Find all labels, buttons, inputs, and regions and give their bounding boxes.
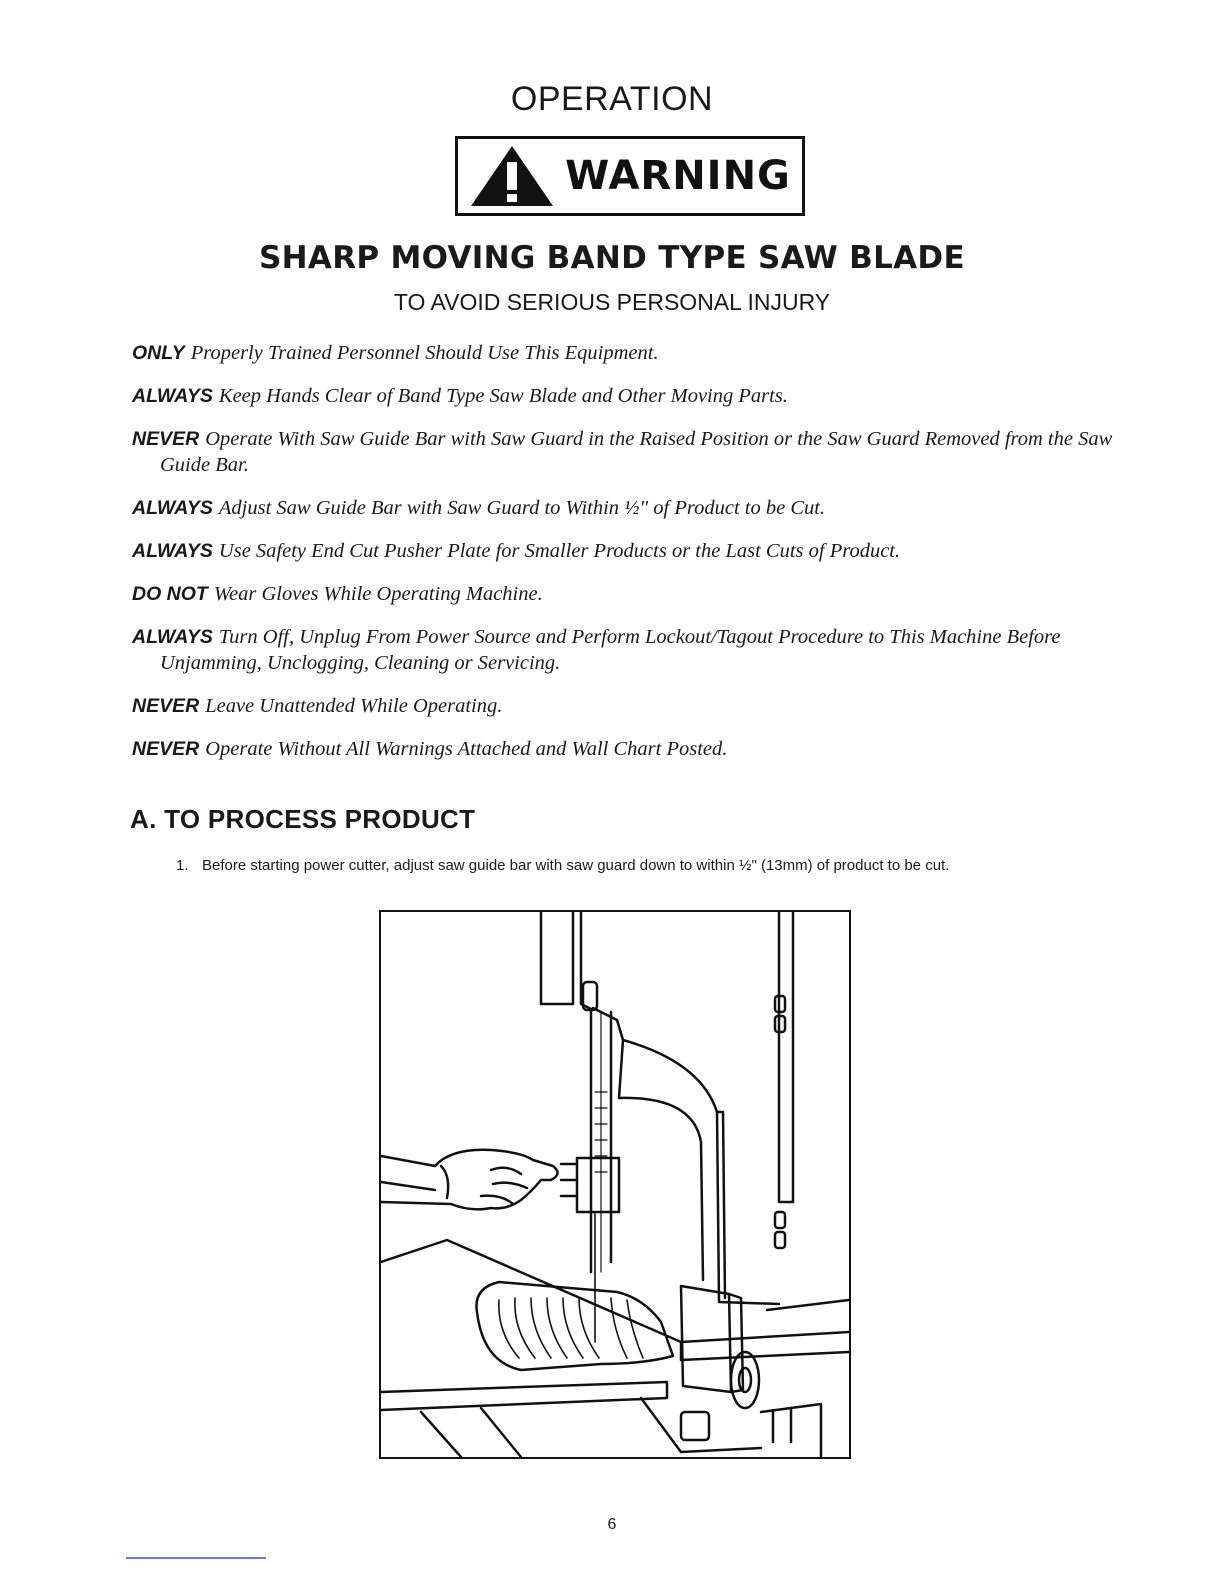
rule-keyword: NEVER [132, 695, 200, 717]
rule-keyword: NEVER [132, 738, 200, 760]
safety-rule [132, 624, 1122, 676]
warning-banner [455, 136, 805, 216]
rule-text: Use Safety End Cut Pusher Plate for Smaller Products or the Last Cuts of Product. [218, 540, 901, 562]
rule-keyword: ALWAYS [132, 497, 213, 519]
rule-text: Leave Unattended While Operating. [205, 695, 503, 717]
rule-keyword: ALWAYS [132, 626, 213, 648]
band-saw-illustration-icon [381, 912, 849, 1457]
rule-text: Keep Hands Clear of Band Type Saw Blade and Other Moving Parts. [218, 385, 788, 407]
safety-rules-list [132, 340, 1122, 779]
page-number: 6 [607, 1516, 617, 1533]
rule-keyword: ONLY [132, 342, 185, 364]
rule-text: Operate With Saw Guide Bar with Saw Guard in the Raised Position or the Saw Guard Removed from the Saw Guide Bar. [160, 428, 1113, 476]
footer-divider [126, 1557, 266, 1559]
warning-label: WARNING [565, 153, 791, 199]
hazard-subtitle: TO AVOID SERIOUS PERSONAL INJURY [393, 289, 831, 315]
rule-text: Adjust Saw Guide Bar with Saw Guard to Within ½" of Product to be Cut. [218, 497, 826, 519]
hazard-title: SHARP MOVING BAND TYPE SAW BLADE [259, 240, 965, 276]
exclamation-triangle-icon [469, 144, 555, 208]
safety-rule [132, 495, 1122, 521]
safety-rule [132, 340, 1122, 366]
rule-text: Properly Trained Personnel Should Use This Equipment. [190, 342, 659, 364]
band-saw-illustration [379, 910, 851, 1459]
safety-rule [132, 383, 1122, 409]
section-heading: A. TO PROCESS PRODUCT [130, 804, 476, 834]
rule-text: Operate Without All Warnings Attached and Wall Chart Posted. [205, 738, 728, 760]
safety-rule [132, 538, 1122, 564]
safety-rule [132, 426, 1122, 478]
rule-text: Wear Gloves While Operating Machine. [213, 583, 543, 605]
safety-rule [132, 736, 1122, 762]
rule-keyword: ALWAYS [132, 385, 213, 407]
safety-rule [132, 581, 1122, 607]
rule-keyword: NEVER [132, 428, 200, 450]
instruction-step [176, 856, 1126, 876]
step-text: Before starting power cutter, adjust saw guide bar with saw guard down to within ½" (13mm) of product to be cut. [202, 857, 950, 874]
rule-keyword: ALWAYS [132, 540, 213, 562]
rule-keyword: DO NOT [132, 583, 208, 605]
safety-rule [132, 693, 1122, 719]
page-title: OPERATION [510, 80, 714, 118]
step-number: 1. [176, 857, 189, 874]
rule-text: Turn Off, Unplug From Power Source and Perform Lockout/Tagout Procedure to This Machine Before Unjamming, Unclogging, Cleaning or Servicing. [160, 626, 1061, 674]
